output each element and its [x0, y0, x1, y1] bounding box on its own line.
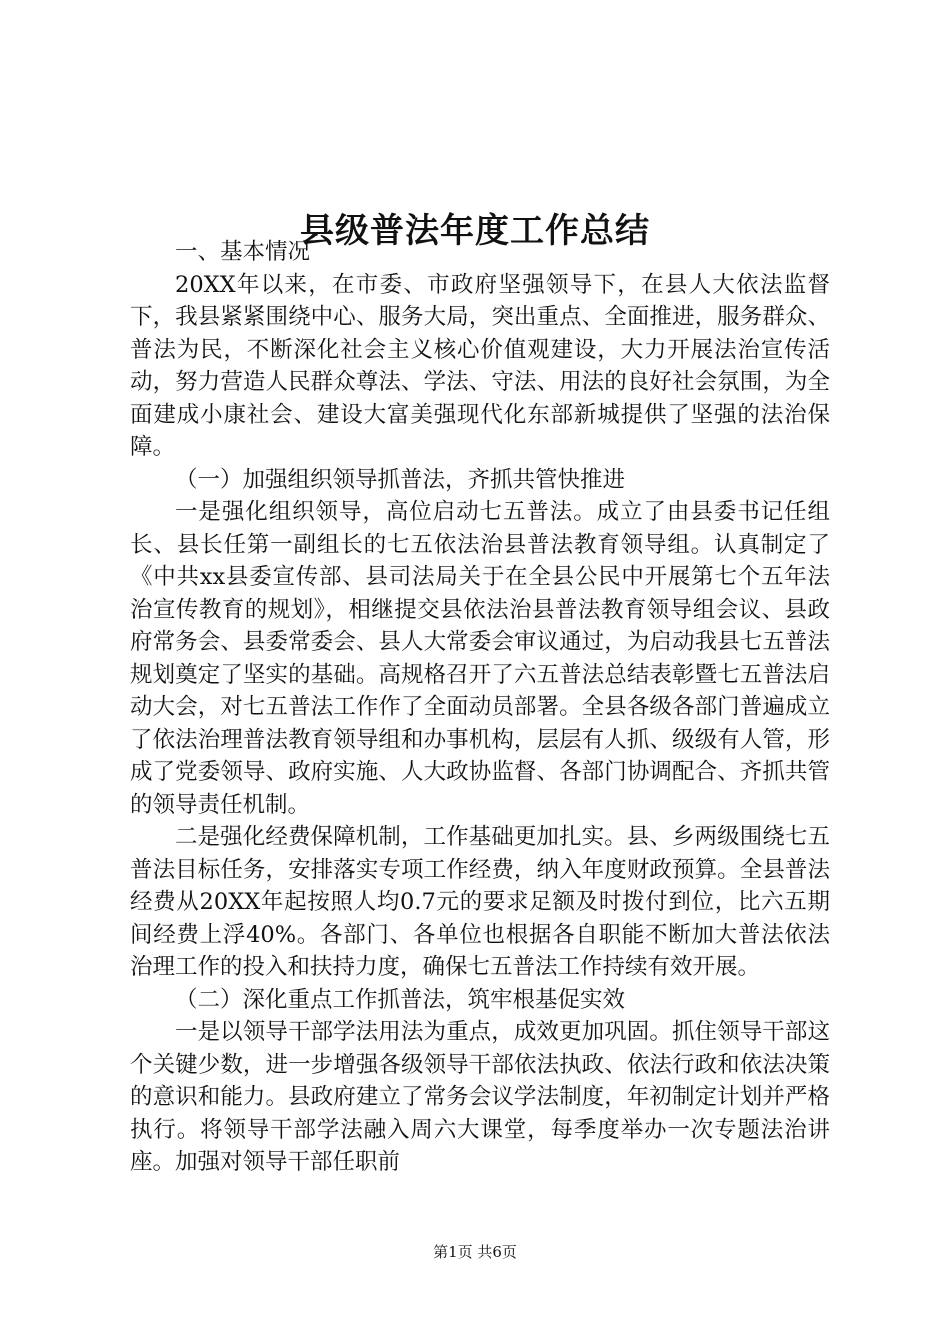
- paragraph-overview: 20XX年以来，在市委、市政府坚强领导下，在县人大依法监督下，我县紧紧围绕中心、服务大局，突出重点、全面推进，服务群众、普法为民，不断深化社会主义核心价值观建设，大力开展法治宣传活动，努力营造人民群众尊法、学法、守法、用法的良好社会氛围，为全面建成小康社会、建设大富美强现代化东部新城提供了坚强的法治保障。: [130, 271, 830, 460]
- paragraph-leading-cadres: 一是以领导干部学法用法为重点，成效更加巩固。抓住领导干部这个关键少数，进一步增强各级领导干部依法执政、依法行政和依法决策的意识和能力。县政府建立了常务会议学法制度，年初制定计划并严格执行。将领导干部学法融入周六大课堂，每季度举办一次专题法治讲座。加强对领导干部任职前: [130, 1019, 830, 1175]
- document-body: [130, 236, 830, 1179]
- document-title: 县级普法年度工作总结: [300, 210, 650, 251]
- paragraph-funding-guarantee: 二是强化经费保障机制，工作基础更加扎实。县、乡两级围绕七五普法目标任务，安排落实专项工作经费，纳入年度财政预算。全县普法经费从20XX年起按照人均0.7元的要求足额及时拨付到位，比六五期间经费上浮40%。各部门、各单位也根据各自职能不断加大普法依法治理工作的投入和扶持力度，确保七五普法工作持续有效开展。: [130, 824, 830, 980]
- paragraph-organization-leadership: 一是强化组织领导，高位启动七五普法。成立了由县委书记任组长、县长任第一副组长的七五依法治县普法教育领导组。认真制定了《中共xx县委宣传部、县司法局关于在全县公民中开展第七个五年法治宣传教育的规划》，相继提交县依法治县普法教育领导组会议、县政府常务会、县委常委会、县人大常委会审议通过，为启动我县七五普法规划奠定了坚实的基础。高规格召开了六五普法总结表彰暨七五普法启动大会，对七五普法工作作了全面动员部署。全县各级各部门普遍成立了依法治理普法教育领导组和办事机构，层层有人抓、级级有人管，形成了党委领导、政府实施、人大政协监督、各部门协调配合、齐抓共管的领导责任机制。: [130, 499, 830, 818]
- subsection-heading-key-work: （二）深化重点工作抓普法，筑牢根基促实效: [175, 986, 626, 1013]
- page-footer: 第1页 共6页: [433, 1243, 517, 1261]
- subsection-heading-organization: （一）加强组织领导抓普法，齐抓共管快推进: [175, 466, 626, 493]
- section-heading-basic-situation: 一、基本情况: [175, 239, 311, 265]
